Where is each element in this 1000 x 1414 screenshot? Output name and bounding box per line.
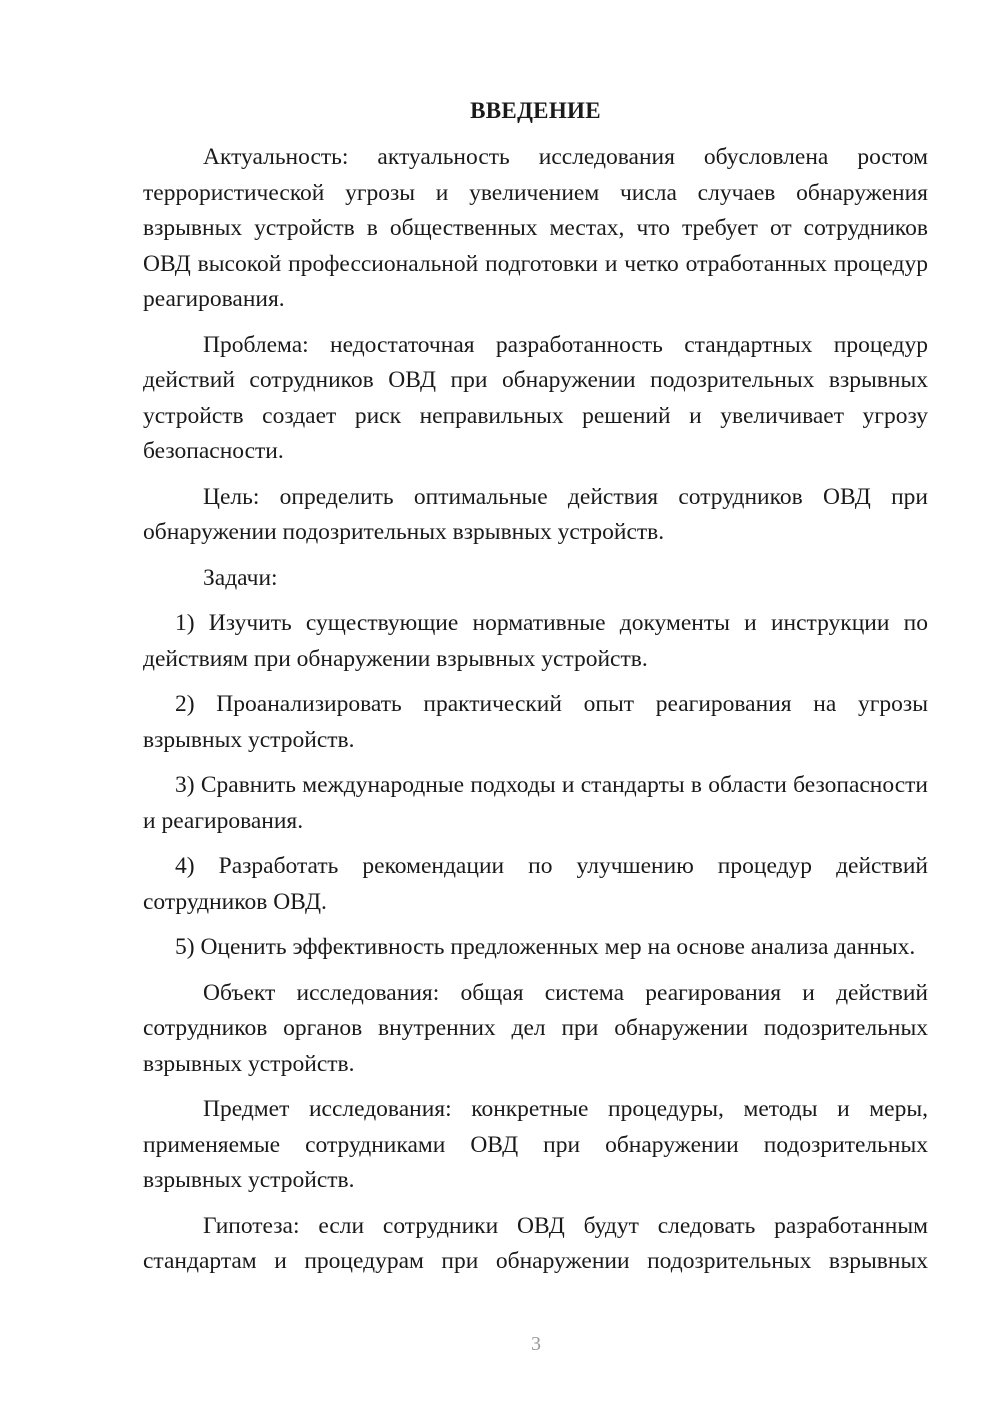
page-number: 3 [531, 1333, 541, 1355]
hypothesis-paragraph: Гипотеза: если сотрудники ОВД будут следовать разработанным стандартам и процедурам при обнаружении подозрительных взрывных [143, 1212, 928, 1274]
task-item: 5) Оценить эффективность предложенных мер на основе анализа данных. [175, 934, 916, 960]
goal-paragraph: Цель: определить оптимальные действия сотрудников ОВД при обнаружении подозрительных взрывных устройств. [143, 483, 928, 545]
task-item: 3) Сравнить международные подходы и стандарты в области безопасности и реагирования. [143, 772, 928, 834]
subject-paragraph: Предмет исследования: конкретные процедуры, методы и меры, применяемые сотрудниками ОВД при обнаружении подозрительных взрывных устройств. [143, 1096, 928, 1193]
task-item: 2) Проанализировать практический опыт реагирования на угрозы взрывных устройств. [143, 691, 928, 753]
relevance-paragraph: Актуальность: актуальность исследования обусловлена ростом террористической угрозы и увеличением числа случаев обнаружения взрывных устройств в общественных местах, что требует от сотрудников ОВД высокой профессиональной подготовки и четко отработанных процедур реагирования. [143, 144, 928, 312]
page-title: ВВЕДЕНИЕ [470, 98, 601, 123]
task-item: 1) Изучить существующие нормативные документы и инструкции по действиям при обнаружении взрывных устройств. [143, 610, 928, 672]
tasks-heading: Задачи: [203, 564, 278, 591]
object-paragraph: Объект исследования: общая система реагирования и действий сотрудников органов внутренних дел при обнаружении подозрительных взрывных устройств. [143, 979, 928, 1077]
page-content [143, 96, 928, 1280]
task-item: 4) Разработать рекомендации по улучшению процедур действий сотрудников ОВД. [143, 853, 928, 915]
problem-paragraph: Проблема: недостаточная разработанность стандартных процедур действий сотрудников ОВД при обнаружении подозрительных взрывных устройств создает риск неправильных решений и увеличивает угрозу безопасности. [143, 331, 928, 464]
